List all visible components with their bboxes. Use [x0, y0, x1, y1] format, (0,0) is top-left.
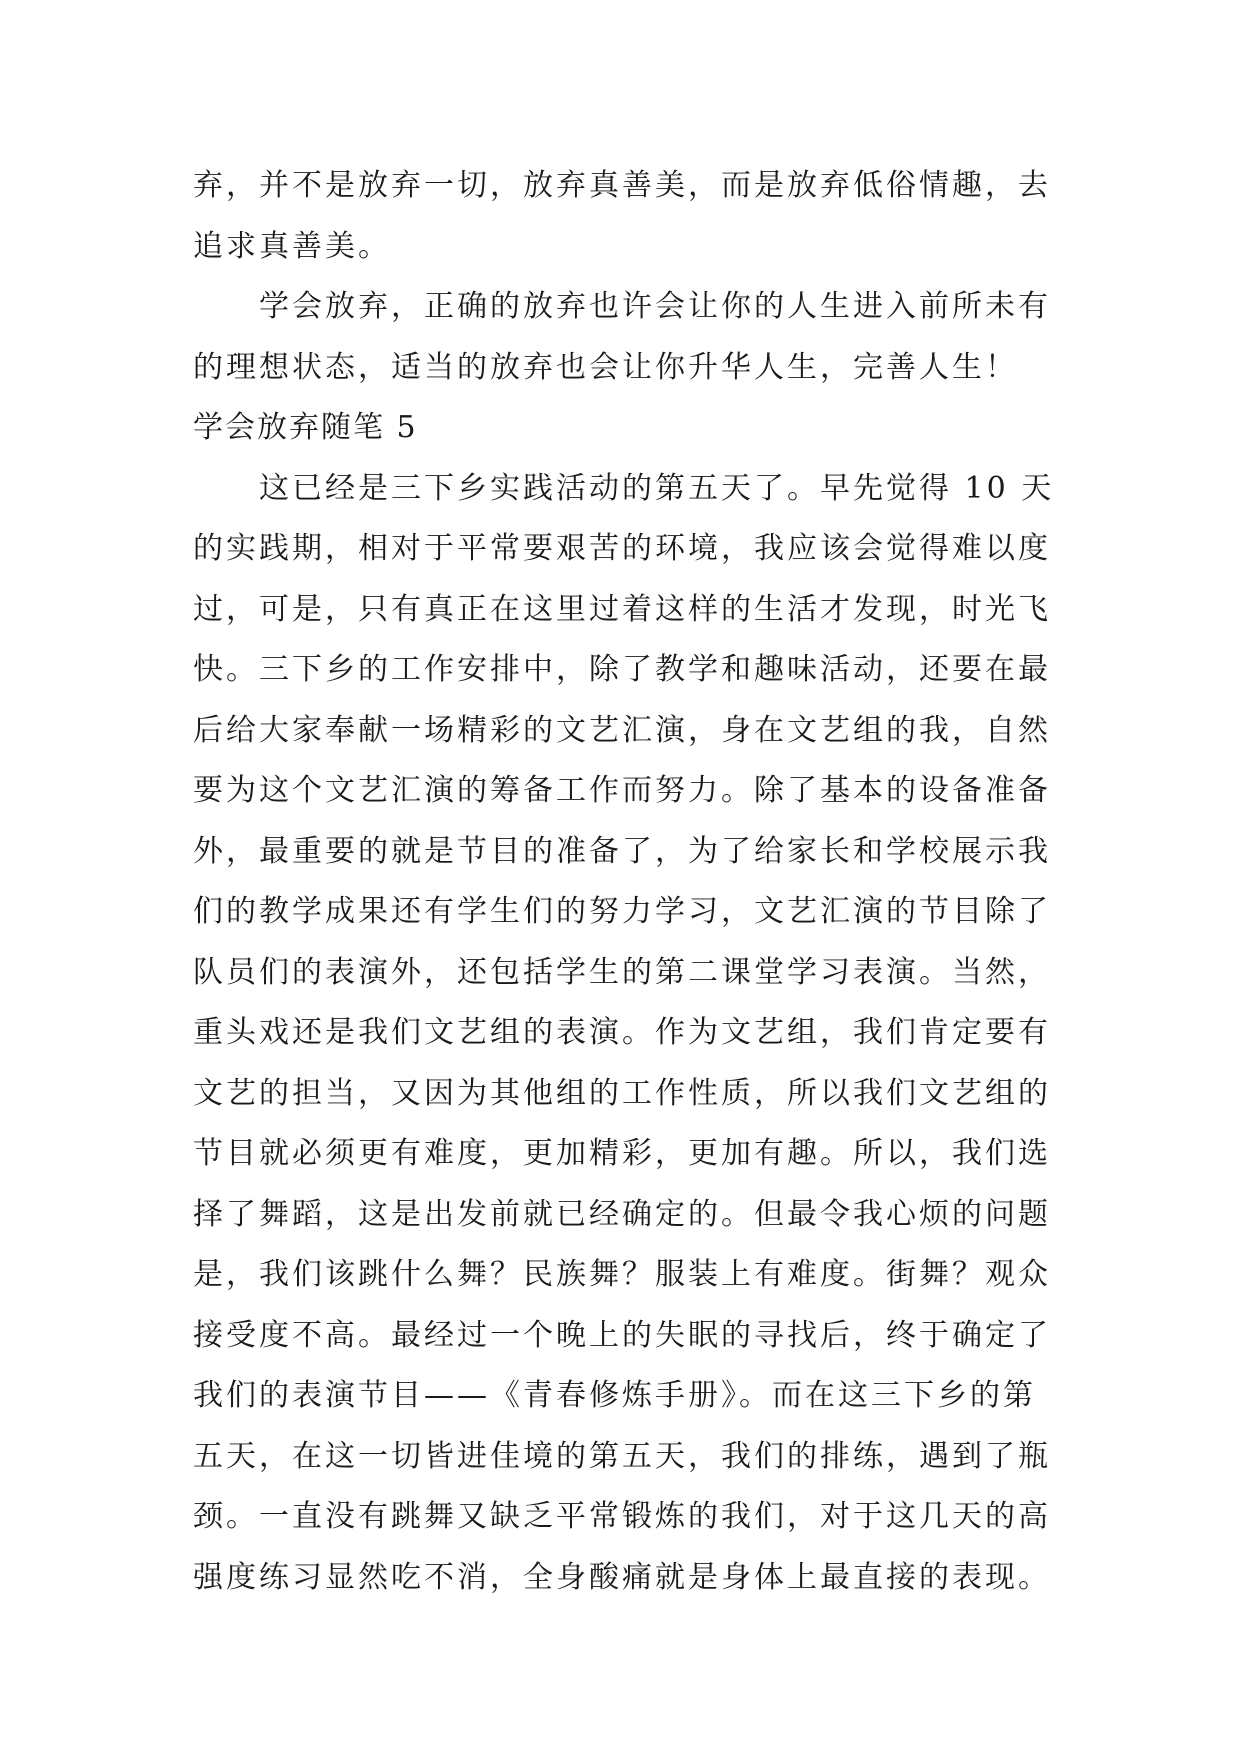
- text-line: 文艺的担当，又因为其他组的工作性质，所以我们文艺组的: [193, 1075, 1051, 1111]
- text-line: 外，最重要的就是节目的准备了，为了给家长和学校展示我: [193, 833, 1051, 869]
- paragraph-start-line: 这已经是三下乡实践活动的第五天了。早先觉得 10 天: [259, 470, 1055, 506]
- text-line: 颈。一直没有跳舞又缺乏平常锻炼的我们，对于这几天的高: [193, 1499, 1051, 1534]
- text-line: 择了舞蹈，这是出发前就已经确定的。但最令我心烦的问题: [193, 1196, 1051, 1232]
- paragraph-start-line: 学会放弃，正确的放弃也许会让你的人生进入前所未有: [259, 289, 1051, 324]
- text-line: 快。三下乡的工作安排中，除了教学和趣味活动，还要在最: [193, 652, 1051, 687]
- text-line: 我们的表演节目——《青春修炼手册》。而在这三下乡的第: [193, 1378, 1036, 1413]
- document-body: [193, 156, 1073, 1608]
- text-line: 队员们的表演外，还包括学生的第二课堂学习表演。当然，: [193, 954, 1051, 990]
- text-line: 强度练习显然吃不消，全身酸痛就是身体上最直接的表现。: [193, 1559, 1051, 1595]
- section-heading: 学会放弃随笔 5: [193, 410, 418, 445]
- text-line: 五天，在这一切皆进佳境的第五天，我们的排练，遇到了瓶: [193, 1438, 1051, 1474]
- text-line: 是，我们该跳什么舞？民族舞？服装上有难度。街舞？观众: [193, 1257, 1051, 1292]
- text-line: 们的教学成果还有学生们的努力学习，文艺汇演的节目除了: [193, 894, 1051, 929]
- text-line: 过，可是，只有真正在这里过着这样的生活才发现，时光飞: [193, 591, 1051, 627]
- text-line: 弃，并不是放弃一切，放弃真善美，而是放弃低俗情趣，去: [193, 168, 1051, 203]
- text-line: 追求真善美。: [193, 228, 391, 264]
- text-line: 的实践期，相对于平常要艰苦的环境，我应该会觉得难以度: [193, 531, 1051, 566]
- text-line: 要为这个文艺汇演的筹备工作而努力。除了基本的设备准备: [193, 773, 1051, 808]
- text-line: 重头戏还是我们文艺组的表演。作为文艺组，我们肯定要有: [193, 1015, 1051, 1050]
- text-line: 接受度不高。最经过一个晚上的失眠的寻找后，终于确定了: [193, 1317, 1051, 1353]
- text-line: 的理想状态，适当的放弃也会让你升华人生，完善人生！: [193, 349, 1018, 385]
- text-line: 节目就必须更有难度，更加精彩，更加有趣。所以，我们选: [193, 1136, 1051, 1171]
- text-line: 后给大家奉献一场精彩的文艺汇演，身在文艺组的我，自然: [193, 712, 1051, 748]
